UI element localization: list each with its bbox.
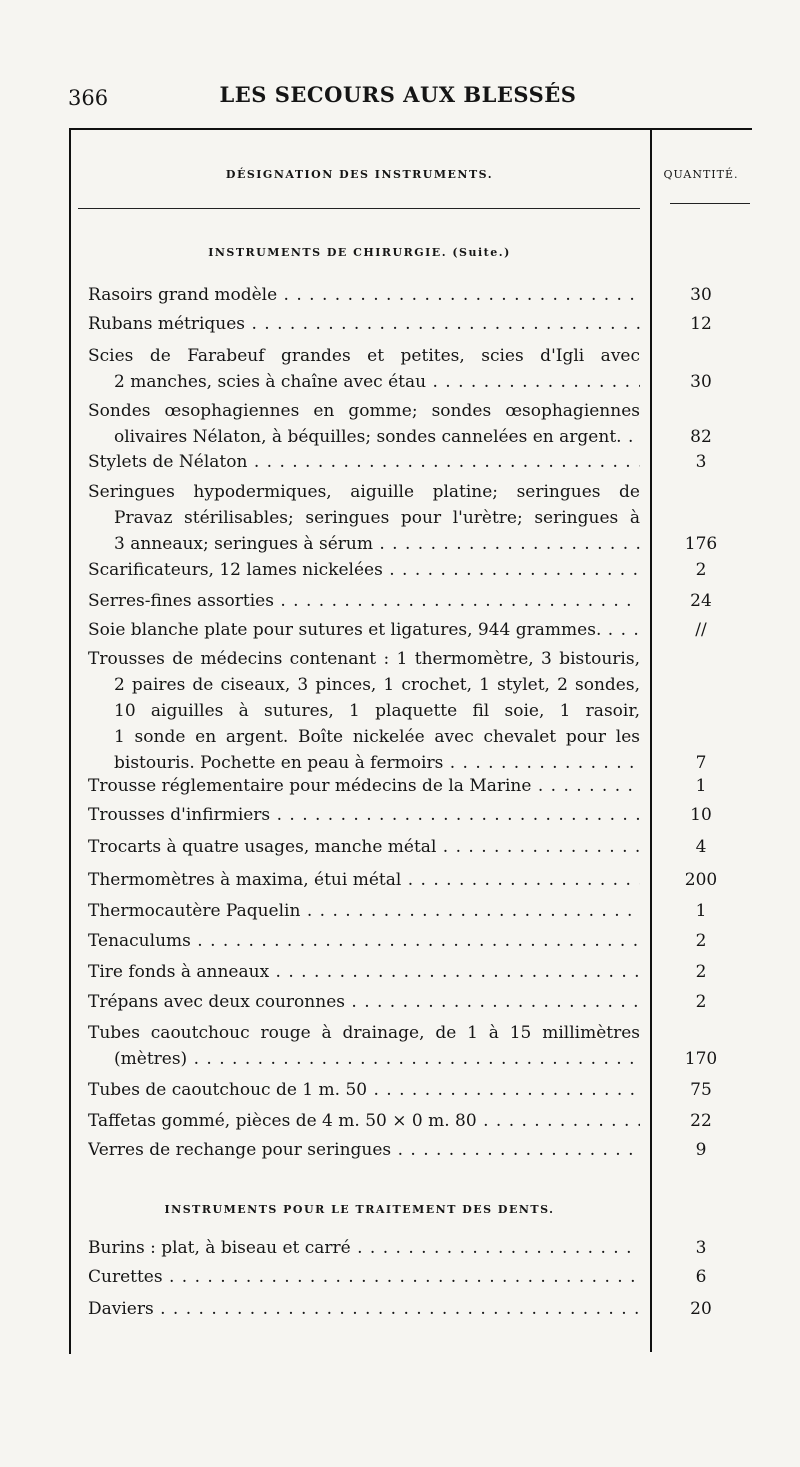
item-text-line: Taffetas gommé, pièces de 4 m. 50 × 0 m. 80 . . . <box>88 1108 640 1134</box>
item-text-line: 10 aiguilles à sutures, 1 plaquette fil soie, 1 rasoir, <box>114 701 640 721</box>
item-text-line: 1 sonde en argent. Boîte nickelée avec chevalet pour les <box>114 727 640 747</box>
item-quantity: 176 <box>684 534 718 554</box>
item-text-line: Curettes . . . <box>88 1264 640 1290</box>
item-quantity: 1 <box>695 776 707 796</box>
item-quantity: 75 <box>690 1080 712 1100</box>
table-row <box>88 449 640 475</box>
item-text-line: Tenaculums . . . <box>88 928 640 954</box>
table-row <box>88 1235 640 1261</box>
section-title: INSTRUMENTS DE CHIRURGIE. (Suite.) <box>208 246 511 259</box>
table-row <box>88 343 640 395</box>
item-text-line: Soie blanche plate pour sutures et ligatures, 944 grammes. . . . <box>88 617 640 643</box>
item-text-line: Rasoirs grand modèle . . . <box>88 282 640 308</box>
table-row <box>88 802 640 828</box>
item-text-line: Trocarts à quatre usages, manche métal . . . <box>88 834 640 860</box>
table-row <box>88 1264 640 1290</box>
table-row <box>88 588 640 614</box>
item-text-line: Pravaz stérilisables; seringues pour l'urètre; seringues à <box>114 508 640 528</box>
item-text-line: Daviers . . . <box>88 1296 640 1322</box>
item-text-line: Tubes de caoutchouc de 1 m. 50 . . . <box>88 1077 640 1103</box>
item-text-line: Sondes œsophagiennes en gomme; sondes œsophagiennes <box>88 401 640 421</box>
item-quantity: 2 <box>695 931 707 951</box>
item-text-line: Serres-fines assorties . . . <box>88 588 640 614</box>
page-header <box>68 82 728 116</box>
table-row <box>88 557 640 583</box>
item-quantity: 12 <box>690 314 712 334</box>
item-text-line: Tire fonds à anneaux . . . <box>88 959 640 985</box>
table-row <box>88 646 640 776</box>
item-text-line: Trousses de médecins contenant : 1 thermomètre, 3 bistouris, <box>88 649 640 669</box>
item-quantity: 24 <box>690 591 712 611</box>
table-row <box>88 1296 640 1322</box>
item-quantity: 22 <box>690 1111 712 1131</box>
column-header-quantity: QUANTITÉ. <box>663 168 739 181</box>
item-quantity: 3 <box>695 1238 707 1258</box>
item-quantity: 1 <box>695 901 707 921</box>
item-text-line: bistouris. Pochette en peau à fermoirs . . . <box>88 750 640 776</box>
item-quantity: 30 <box>690 285 712 305</box>
item-quantity: 2 <box>695 992 707 1012</box>
header-rule-designation <box>78 208 640 209</box>
item-quantity: 10 <box>690 805 712 825</box>
item-text-line: Seringues hypodermiques, aiguille platine; seringues de <box>88 482 640 502</box>
table-row <box>88 867 640 893</box>
item-quantity: 2 <box>695 560 707 580</box>
item-text-line: Scies de Farabeuf grandes et petites, scies d'Igli avec <box>88 346 640 366</box>
section-title: INSTRUMENTS POUR LE TRAITEMENT DES DENTS. <box>164 1203 555 1216</box>
table-row <box>88 773 640 799</box>
table-row <box>88 1020 640 1072</box>
page-number: 366 <box>68 86 109 110</box>
running-title: LES SECOURS AUX BLESSÉS <box>219 82 577 107</box>
item-quantity: 82 <box>690 427 712 447</box>
item-quantity: 6 <box>695 1267 707 1287</box>
item-quantity: 7 <box>695 753 707 773</box>
table-row <box>88 989 640 1015</box>
item-quantity: 170 <box>684 1049 718 1069</box>
item-quantity: 200 <box>684 870 718 890</box>
item-quantity: 20 <box>690 1299 712 1319</box>
item-text-line: 2 paires de ciseaux, 3 pinces, 1 crochet, 1 stylet, 2 sondes, <box>114 675 640 695</box>
item-text-line: Trépans avec deux couronnes . . . <box>88 989 640 1015</box>
item-quantity: 3 <box>695 452 707 472</box>
item-text-line: Trousses d'infirmiers . . . <box>88 802 640 828</box>
item-text-line: Burins : plat, à biseau et carré . . . <box>88 1235 640 1261</box>
item-quantity: 2 <box>695 962 707 982</box>
table-row <box>88 311 640 337</box>
item-text-line: Stylets de Nélaton . . . <box>88 449 640 475</box>
item-quantity: 4 <box>695 837 707 857</box>
item-text-line: 2 manches, scies à chaîne avec étau . . . <box>88 369 640 395</box>
item-text-line: Verres de rechange pour seringues . . . <box>88 1137 640 1163</box>
item-text-line: Tubes caoutchouc rouge à drainage, de 1 à 15 millimètres <box>88 1023 640 1043</box>
table-row <box>88 959 640 985</box>
table-row <box>88 282 640 308</box>
item-quantity: // <box>695 620 707 640</box>
table-row <box>88 617 640 643</box>
column-header-designation: DÉSIGNATION DES INSTRUMENTS. <box>225 168 494 181</box>
table-row <box>88 898 640 924</box>
item-text-line: Rubans métriques . . . <box>88 311 640 337</box>
item-quantity: 9 <box>695 1140 707 1160</box>
item-text-line: Trousse réglementaire pour médecins de la Marine . . . <box>88 773 640 799</box>
item-text-line: Thermomètres à maxima, étui métal . . . <box>88 867 640 893</box>
item-text-line: Scarificateurs, 12 lames nickelées . . . <box>88 557 640 583</box>
table-row <box>88 834 640 860</box>
header-rule-quantity <box>670 203 750 204</box>
table-row <box>88 1108 640 1134</box>
table-row <box>88 1077 640 1103</box>
item-text-line: olivaires Nélaton, à béquilles; sondes cannelées en argent. . . . <box>88 424 640 450</box>
item-quantity: 30 <box>690 372 712 392</box>
table-row <box>88 398 640 450</box>
item-text-line: Thermocautère Paquelin . . . <box>88 898 640 924</box>
table-row <box>88 1137 640 1163</box>
item-text-line: (mètres) . . . <box>88 1046 640 1072</box>
item-text-line: 3 anneaux; seringues à sérum . . . <box>88 531 640 557</box>
table-row <box>88 928 640 954</box>
table-row <box>88 479 640 557</box>
